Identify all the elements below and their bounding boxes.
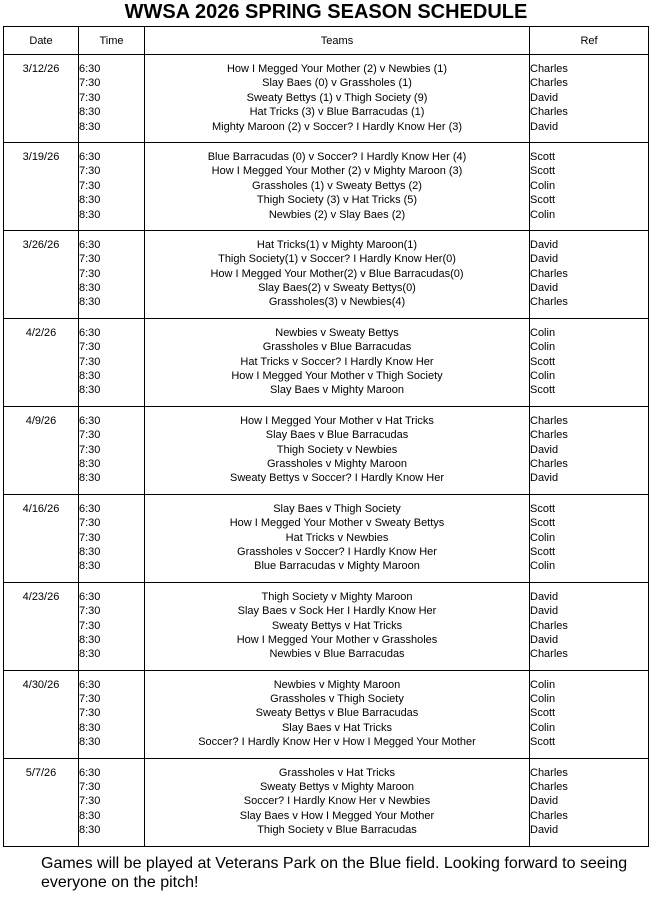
game-ref: Charles — [530, 296, 568, 309]
game-teams: Mighty Maroon (2) v Soccer? I Hardly Know Her (3) — [211, 120, 463, 133]
week-row — [4, 230, 649, 318]
game-teams-column — [145, 142, 530, 230]
game-ref-column — [530, 670, 649, 758]
game-ref: Charles — [530, 766, 568, 779]
game-ref: David — [530, 282, 559, 295]
game-ref: Scott — [530, 165, 556, 178]
game-ref: Charles — [530, 106, 568, 119]
game-ref: Charles — [530, 619, 568, 632]
game-time: 8:30 — [79, 736, 101, 749]
game-time: 8:30 — [79, 384, 101, 397]
game-teams: Thigh Society(1) v Soccer? I Hardly Know Her(0) — [218, 253, 456, 266]
game-ref: Charles — [530, 267, 568, 280]
game-ref: Charles — [530, 809, 568, 822]
game-teams: Sweaty Bettys v Hat Tricks — [271, 619, 403, 632]
game-time: 6:30 — [79, 414, 101, 427]
game-ref: David — [530, 795, 559, 808]
game-teams: Grassholes v Thigh Society — [270, 693, 404, 706]
game-ref: Scott — [530, 194, 556, 207]
game-time: 7:30 — [79, 707, 101, 720]
game-time: 8:30 — [79, 282, 101, 295]
game-time: 7:30 — [79, 355, 101, 368]
week-date: 3/26/26 — [4, 230, 79, 318]
game-time: 7:30 — [79, 781, 101, 794]
game-teams: Slay Baes v How I Megged Your Mother — [239, 809, 435, 822]
game-teams: Grassholes(3) v Newbies(4) — [268, 296, 406, 309]
game-teams: Sweaty Bettys v Blue Barracudas — [255, 707, 419, 720]
game-time: 8:30 — [79, 208, 101, 221]
game-time-column — [79, 670, 145, 758]
game-ref-column — [530, 758, 649, 846]
game-time: 7:30 — [79, 693, 101, 706]
week-row — [4, 55, 649, 143]
game-ref: Scott — [530, 502, 556, 515]
game-ref-column — [530, 582, 649, 670]
footer-note: Games will be played at Veterans Park on the Blue field. Looking forward to seeing everyone on the pitch! — [41, 855, 628, 891]
game-time: 7:30 — [79, 619, 101, 632]
game-time: 8:30 — [79, 633, 101, 646]
game-ref: Charles — [530, 781, 568, 794]
game-teams-column — [145, 758, 530, 846]
game-time: 8:30 — [79, 721, 101, 734]
game-time: 8:30 — [79, 296, 101, 309]
game-time: 8:30 — [79, 809, 101, 822]
game-time-column — [79, 318, 145, 406]
game-ref: Colin — [530, 208, 556, 221]
week-date: 3/12/26 — [4, 55, 79, 143]
game-time: 7:30 — [79, 179, 101, 192]
game-time: 6:30 — [79, 590, 101, 603]
game-time: 7:30 — [79, 795, 101, 808]
game-ref-column — [530, 55, 649, 143]
game-time-column — [79, 582, 145, 670]
week-row — [4, 406, 649, 494]
time-header: Time — [79, 27, 145, 55]
game-time-column — [79, 230, 145, 318]
game-ref: David — [530, 253, 559, 266]
game-ref-column — [530, 230, 649, 318]
game-ref-column — [530, 494, 649, 582]
game-time-column — [79, 55, 145, 143]
game-time: 7:30 — [79, 91, 101, 104]
page-title: WWSA 2026 SPRING SEASON SCHEDULE — [124, 1, 528, 23]
game-teams: Thigh Society v Blue Barracudas — [257, 824, 417, 837]
game-teams: Slay Baes v Hat Tricks — [281, 721, 393, 734]
game-ref: David — [530, 91, 559, 104]
game-ref: David — [530, 120, 559, 133]
game-teams: Grassholes v Hat Tricks — [278, 766, 396, 779]
game-teams: Slay Baes (0) v Grassholes (1) — [262, 77, 412, 90]
game-time-column — [79, 758, 145, 846]
game-teams-column — [145, 582, 530, 670]
game-ref: Colin — [530, 341, 556, 354]
game-time: 7:30 — [79, 77, 101, 90]
game-ref: David — [530, 443, 559, 456]
week-date: 4/9/26 — [4, 406, 79, 494]
game-ref: David — [530, 824, 559, 837]
game-ref: Charles — [530, 63, 568, 75]
date-header: Date — [4, 27, 79, 55]
game-ref-column — [530, 318, 649, 406]
game-teams: Slay Baes v Mighty Maroon — [270, 384, 404, 397]
game-time: 7:30 — [79, 443, 101, 456]
game-time: 7:30 — [79, 165, 101, 178]
game-teams: Sweaty Bettys v Soccer? I Hardly Know Her — [230, 472, 444, 485]
game-ref-column — [530, 406, 649, 494]
game-teams: Slay Baes v Blue Barracudas — [265, 429, 409, 442]
game-ref: Scott — [530, 707, 556, 720]
schedule-table — [3, 26, 649, 847]
game-ref: Colin — [530, 179, 556, 192]
schedule-body — [4, 55, 649, 847]
week-date: 4/30/26 — [4, 670, 79, 758]
game-ref: Scott — [530, 150, 556, 163]
game-ref: Scott — [530, 517, 556, 530]
game-time: 7:30 — [79, 531, 101, 544]
game-teams-column — [145, 494, 530, 582]
game-time: 8:30 — [79, 472, 101, 485]
game-teams: Hat Tricks v Soccer? I Hardly Know Her — [240, 355, 434, 368]
game-ref: Colin — [530, 560, 556, 573]
game-time: 8:30 — [79, 457, 101, 470]
game-time: 7:30 — [79, 517, 101, 530]
game-teams: How I Megged Your Mother(2) v Blue Barracudas(0) — [210, 267, 464, 280]
week-date: 3/19/26 — [4, 142, 79, 230]
game-teams: How I Megged Your Mother v Sweaty Bettys — [229, 517, 445, 530]
game-ref-column — [530, 142, 649, 230]
week-date: 4/23/26 — [4, 582, 79, 670]
game-ref: Colin — [530, 678, 556, 691]
game-teams-column — [145, 670, 530, 758]
game-ref: David — [530, 605, 559, 618]
game-time: 7:30 — [79, 267, 101, 280]
week-row — [4, 582, 649, 670]
game-time: 8:30 — [79, 648, 101, 661]
game-time: 7:30 — [79, 429, 101, 442]
game-time: 8:30 — [79, 824, 101, 837]
game-time-column — [79, 406, 145, 494]
game-ref: Colin — [530, 721, 556, 734]
week-date: 4/16/26 — [4, 494, 79, 582]
ref-header: Ref — [530, 27, 649, 55]
game-ref: Charles — [530, 648, 568, 661]
week-row — [4, 142, 649, 230]
game-teams: Sweaty Bettys (1) v Thigh Society (9) — [246, 91, 428, 104]
week-row — [4, 318, 649, 406]
game-time: 8:30 — [79, 106, 101, 119]
game-teams: Slay Baes v Thigh Society — [273, 502, 401, 515]
game-teams: Grassholes v Mighty Maroon — [267, 457, 407, 470]
game-teams: Sweaty Bettys v Mighty Maroon — [259, 781, 415, 794]
game-teams: Newbies v Sweaty Bettys — [275, 326, 399, 339]
game-time-column — [79, 494, 145, 582]
game-teams: Soccer? I Hardly Know Her v How I Megged Your Mother — [198, 736, 476, 749]
game-ref: David — [530, 590, 559, 603]
game-time: 6:30 — [79, 502, 101, 515]
week-row — [4, 758, 649, 846]
game-teams-column — [145, 318, 530, 406]
game-ref: Scott — [530, 355, 556, 368]
game-teams: Grassholes v Blue Barracudas — [262, 341, 412, 354]
game-time-column — [79, 142, 145, 230]
game-ref: David — [530, 633, 559, 646]
game-teams: Newbies v Blue Barracudas — [269, 648, 405, 661]
game-ref: Colin — [530, 693, 556, 706]
game-time: 8:30 — [79, 194, 101, 207]
game-ref: Colin — [530, 531, 556, 544]
game-ref: Colin — [530, 326, 556, 339]
game-ref: Scott — [530, 384, 556, 397]
game-teams: Grassholes (1) v Sweaty Bettys (2) — [252, 179, 422, 192]
game-time: 7:30 — [79, 605, 101, 618]
game-teams: How I Megged Your Mother v Hat Tricks — [240, 414, 434, 427]
game-teams: Newbies v Mighty Maroon — [273, 678, 401, 691]
game-time: 6:30 — [79, 63, 101, 75]
week-date: 4/2/26 — [4, 318, 79, 406]
game-teams: Slay Baes(2) v Sweaty Bettys(0) — [258, 282, 416, 295]
game-teams-column — [145, 55, 530, 143]
game-ref: Scott — [530, 736, 556, 749]
game-teams: Newbies (2) v Slay Baes (2) — [268, 208, 406, 221]
game-time: 8:30 — [79, 370, 101, 383]
game-teams: Thigh Society v Mighty Maroon — [261, 590, 413, 603]
week-date: 5/7/26 — [4, 758, 79, 846]
game-ref: David — [530, 238, 559, 251]
game-teams: Hat Tricks (3) v Blue Barracudas (1) — [249, 106, 425, 119]
game-teams: Blue Barracudas v Mighty Maroon — [254, 560, 420, 573]
game-time: 6:30 — [79, 766, 101, 779]
game-time: 8:30 — [79, 120, 101, 133]
week-row — [4, 494, 649, 582]
game-teams: Slay Baes v Sock Her I Hardly Know Her — [237, 605, 437, 618]
game-teams: Thigh Society v Newbies — [276, 443, 398, 456]
game-ref: Charles — [530, 414, 568, 427]
header-row — [4, 27, 649, 55]
game-ref: Charles — [530, 77, 568, 90]
game-teams: How I Megged Your Mother (2) v Mighty Maroon (3) — [211, 165, 463, 178]
game-teams-column — [145, 406, 530, 494]
game-teams: Hat Tricks v Newbies — [285, 531, 389, 544]
game-teams: How I Megged Your Mother (2) v Newbies (1) — [226, 63, 448, 75]
game-teams: Hat Tricks(1) v Mighty Maroon(1) — [256, 238, 418, 251]
game-ref: David — [530, 472, 559, 485]
game-teams: Grassholes v Soccer? I Hardly Know Her — [237, 545, 437, 558]
game-ref: Charles — [530, 457, 568, 470]
game-time: 7:30 — [79, 341, 101, 354]
game-teams: Thigh Society (3) v Hat Tricks (5) — [256, 194, 418, 207]
game-ref: Charles — [530, 429, 568, 442]
game-teams: Blue Barracudas (0) v Soccer? I Hardly Know Her (4) — [207, 150, 467, 163]
game-time: 8:30 — [79, 545, 101, 558]
game-time: 8:30 — [79, 560, 101, 573]
game-ref: Colin — [530, 370, 556, 383]
game-time: 6:30 — [79, 238, 101, 251]
game-time: 6:30 — [79, 678, 101, 691]
teams-header: Teams — [145, 27, 530, 55]
game-teams: Soccer? I Hardly Know Her v Newbies — [243, 795, 431, 808]
game-time: 6:30 — [79, 326, 101, 339]
game-teams: How I Megged Your Mother v Grassholes — [236, 633, 438, 646]
game-time: 6:30 — [79, 150, 101, 163]
week-row — [4, 670, 649, 758]
game-ref: Scott — [530, 545, 556, 558]
game-time: 7:30 — [79, 253, 101, 266]
game-teams: How I Megged Your Mother v Thigh Society — [231, 370, 443, 383]
game-teams-column — [145, 230, 530, 318]
